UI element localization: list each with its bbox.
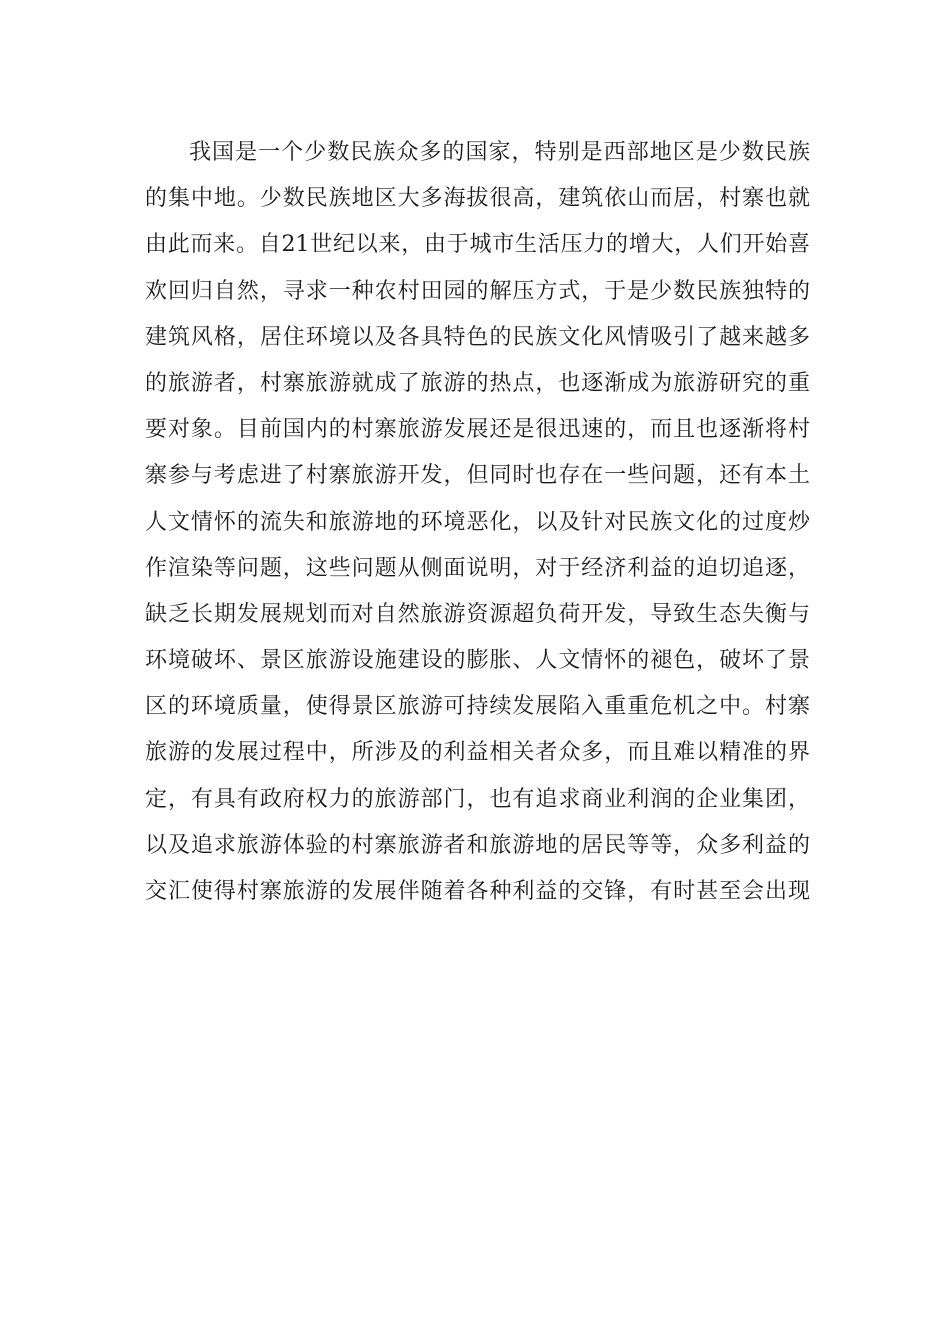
paragraph-line-15: 定，有具有政府权力的旅游部门，也有追求商业利润的企业集团，	[145, 786, 810, 812]
paragraph-line-3: 由此而来。自21世纪以来，由于城市生活压力的增大，人们开始喜	[145, 232, 810, 258]
paragraph-line-7: 要对象。目前国内的村寨旅游发展还是很迅速的，而且也逐渐将村	[145, 417, 810, 443]
paragraph-line-5: 建筑风格，居住环境以及各具特色的民族文化风情吸引了越来越多	[145, 324, 810, 350]
paragraph-line-8: 寨参与考虑进了村寨旅游开发，但同时也存在一些问题，还有本土	[145, 463, 810, 489]
paragraph-line-11: 缺乏长期发展规划而对自然旅游资源超负荷开发，导致生态失衡与	[145, 601, 810, 627]
paragraph-line-12: 环境破坏、景区旅游设施建设的膨胀、人文情怀的褪色，破坏了景	[145, 648, 810, 674]
paragraph-line-16: 以及追求旅游体验的村寨旅游者和旅游地的居民等等，众多利益的	[145, 832, 810, 858]
paragraph-line-13: 区的环境质量，使得景区旅游可持续发展陷入重重危机之中。村寨	[145, 694, 810, 720]
paragraph-line-1: 我国是一个少数民族众多的国家，特别是西部地区是少数民族	[189, 140, 810, 165]
paragraph-line-4: 欢回归自然，寻求一种农村田园的解压方式，于是少数民族独特的	[145, 278, 810, 304]
paragraph-line-14: 旅游的发展过程中，所涉及的利益相关者众多，而且难以精准的界	[145, 740, 810, 766]
paragraph-line-9: 人文情怀的流失和旅游地的环境恶化，以及针对民族文化的过度炒	[145, 509, 810, 535]
paragraph-line-17: 交汇使得村寨旅游的发展伴随着各种利益的交锋，有时甚至会出现	[145, 879, 810, 904]
paragraph	[145, 130, 810, 915]
paragraph-line-6: 的旅游者，村寨旅游就成了旅游的热点，也逐渐成为旅游研究的重	[145, 370, 810, 396]
paragraph-line-2: 的集中地。少数民族地区大多海拔很高，建筑依山而居，村寨也就	[145, 186, 810, 212]
paragraph-line-10: 作渲染等问题，这些问题从侧面说明，对于经济利益的迫切追逐，	[145, 555, 810, 581]
